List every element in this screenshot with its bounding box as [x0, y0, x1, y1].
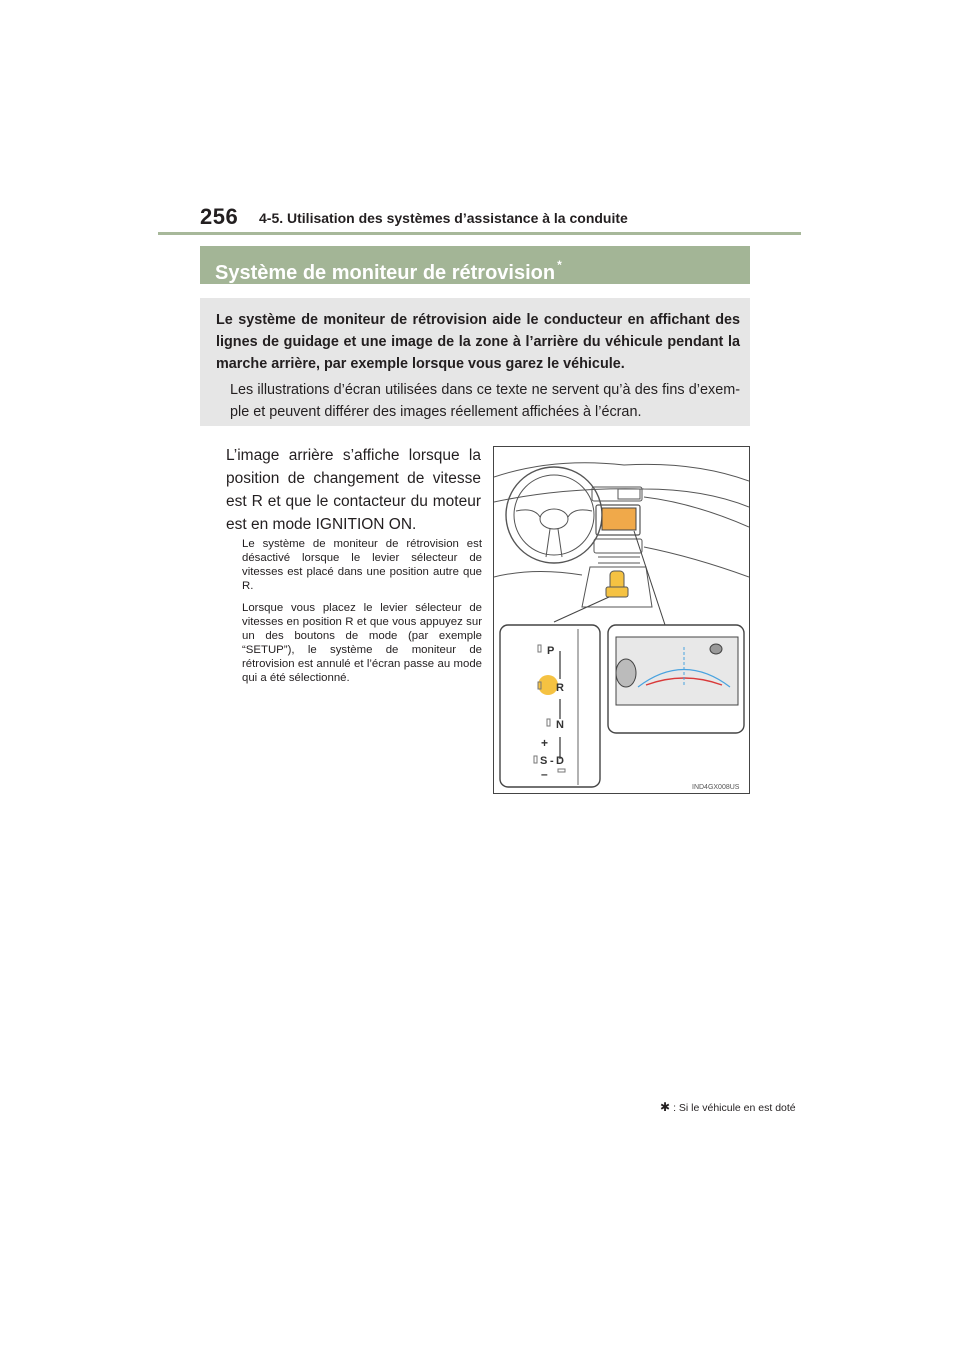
gear-label-n: N [556, 719, 564, 731]
body-note-2: Lorsque vous placez le levier sélecteur de vitesses en position R et que vous appuyez sur un des boutons de mode (par exemple “SETUP”), le système de moniteur de rétrovision est annulé et l’écran passe au mode qui a été sélectionné. [242, 602, 482, 684]
gear-selector-inset [500, 625, 600, 787]
header-divider [158, 232, 801, 235]
gear-label-r: R [556, 682, 564, 694]
gear-label-d: D [556, 755, 564, 767]
callout-line-screen [634, 531, 669, 637]
gear-label-minus: – [541, 767, 548, 781]
obstacle-shape [616, 659, 636, 687]
optional-equipment-marker: * [557, 258, 562, 272]
rear-view-monitor-illustration [493, 446, 750, 794]
intro-note: Les illustrations d’écran utilisées dans ce texte ne servent qu’à des fins d’exemple et peuvent différer des images réellement affichées à l’écran. [230, 382, 740, 420]
gear-label-plus: + [541, 736, 549, 750]
navigation-screen [602, 508, 636, 530]
body-main-text: L’image arrière s’affiche lorsque la position de changement de vitesse est R et que le contacteur du moteur est en mode IGNITION ON. [226, 447, 481, 533]
intro-summary: Le système de moniteur de rétrovision aide le conducteur en affichant des lignes de guidage et une image de la zone à l’arrière du véhicule pendant la marche arrière, par exemple lorsque vous garez le véhicule. [216, 312, 740, 372]
camera-screen-inset [608, 625, 744, 733]
page-number: 256 [200, 204, 239, 229]
body-notes [242, 537, 482, 693]
gear-label-dash: - [550, 755, 554, 767]
section-title: 4-5. Utilisation des systèmes d’assistance à la conduite [259, 210, 628, 226]
footnote-text: : Si le véhicule en est doté [673, 1102, 796, 1114]
intro-box [200, 298, 750, 426]
footnote-marker: ✱ [660, 1100, 671, 1114]
callout-line-lever [554, 597, 609, 622]
illustration-svg [494, 447, 749, 793]
chapter-title: Système de moniteur de rétrovision [215, 262, 556, 284]
body-note-1: Le système de moniteur de rétrovision est désactivé lorsque le levier sélecteur de vitesses est placé dans une position autre que R. [242, 538, 482, 592]
shift-lever [606, 571, 628, 597]
chapter-title-bar [200, 246, 750, 284]
gear-label-s: S [540, 755, 548, 767]
footnote [660, 1100, 796, 1114]
figure-code: IND4GX008US [692, 784, 740, 791]
gear-label-p: P [547, 645, 555, 657]
object-shape [710, 644, 722, 654]
